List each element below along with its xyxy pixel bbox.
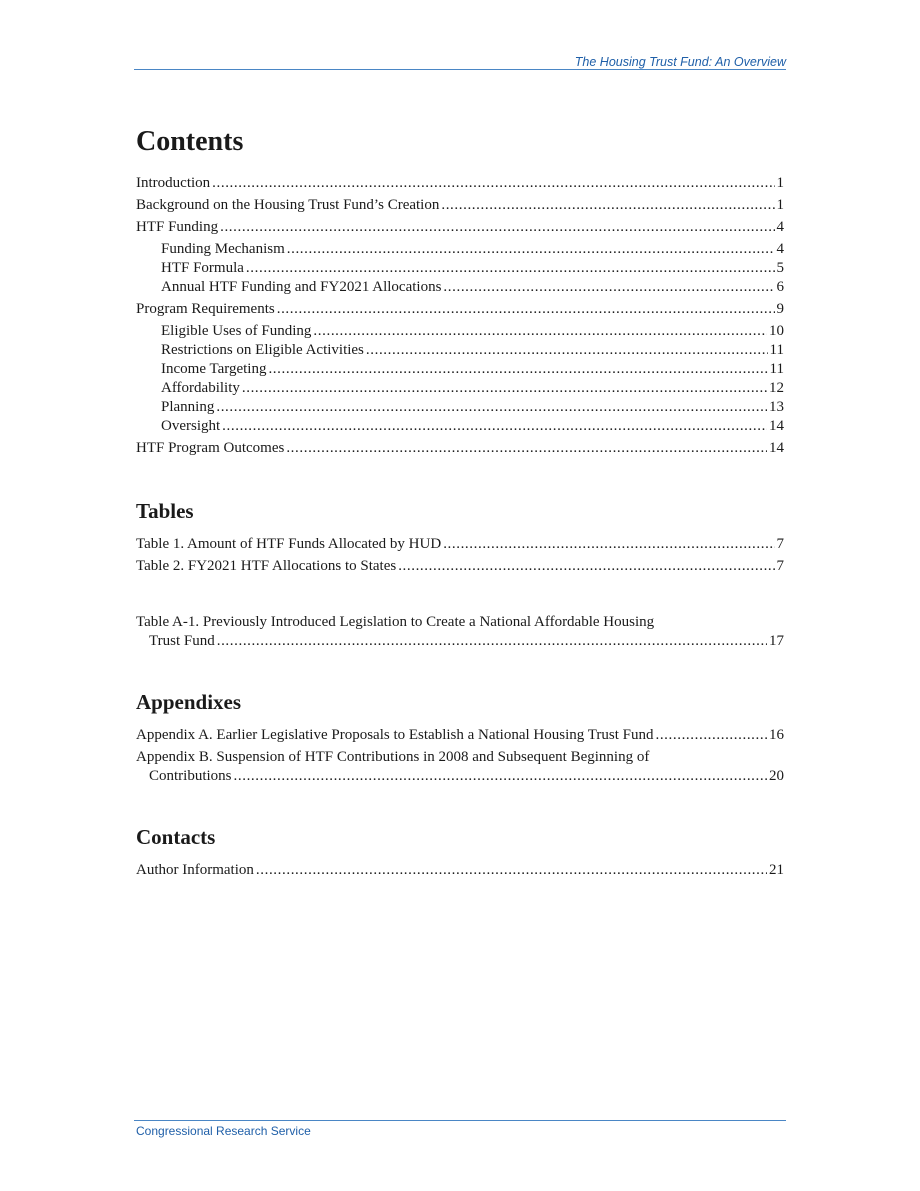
toc-entry-page: 6: [776, 279, 784, 295]
toc-entry-page: 13: [769, 399, 784, 415]
toc-entry-page: 7: [776, 536, 784, 552]
toc-entry-introduction[interactable]: [136, 174, 784, 193]
toc-entry-page: 11: [769, 342, 784, 358]
toc-entry-page: 4: [776, 241, 784, 257]
toc-entry-label: Planning: [161, 399, 215, 415]
toc-entry-label: Eligible Uses of Funding: [161, 323, 312, 339]
toc-entry-author-information[interactable]: [136, 861, 784, 880]
dot-leader: [366, 341, 768, 360]
toc-entry-page: 10: [769, 323, 784, 339]
toc-entry-label: Program Requirements: [136, 301, 275, 317]
dot-leader: [655, 726, 767, 745]
toc-entry-page: 16: [769, 727, 784, 743]
toc-entry-label: Appendix A. Earlier Legislative Proposals to Establish a National Housing Trust Fund: [136, 727, 654, 743]
dot-leader: [268, 360, 767, 379]
toc-entry-page: 20: [769, 768, 784, 784]
toc-entry-background[interactable]: [136, 196, 784, 215]
dot-leader: [217, 632, 767, 651]
dot-leader: [443, 535, 774, 554]
toc-entry-label: Introduction: [136, 175, 211, 191]
appendixes-heading: Appendixes: [136, 690, 242, 714]
toc-entry-restrictions[interactable]: [136, 341, 784, 360]
toc-entry-oversight[interactable]: [136, 417, 784, 436]
toc-entry-label: Funding Mechanism: [161, 241, 285, 257]
dot-leader: [313, 322, 767, 341]
toc-entry-page: 9: [776, 301, 784, 317]
appendixes-list: [136, 726, 784, 786]
contacts-list: [136, 861, 784, 880]
footer-divider: [134, 1120, 786, 1121]
toc-entry-page: 1: [776, 197, 784, 213]
toc-entry-planning[interactable]: [136, 398, 784, 417]
dot-leader: [398, 557, 774, 576]
toc-entry-table-2[interactable]: [136, 557, 784, 576]
dot-leader: [242, 379, 767, 398]
toc-entry-label: Table 1. Amount of HTF Funds Allocated by HUD: [136, 536, 442, 552]
toc-entry-program-requirements[interactable]: [136, 300, 784, 319]
contents-list: [136, 174, 784, 458]
toc-entry-label: Background on the Housing Trust Fund’s Creation: [136, 197, 440, 213]
dot-leader: [222, 417, 767, 436]
tables-heading: Tables: [136, 499, 194, 523]
dot-leader: [246, 259, 775, 278]
contacts-heading: Contacts: [136, 825, 216, 849]
toc-entry-page: 11: [769, 361, 784, 377]
footer-publisher: Congressional Research Service: [136, 1124, 311, 1138]
dot-leader: [212, 174, 774, 193]
toc-entry-label: Restrictions on Eligible Activities: [161, 342, 364, 358]
toc-entry-page: 5: [776, 260, 784, 276]
toc-entry-label-line-2: Contributions: [149, 768, 232, 784]
toc-entry-label-line-1: Appendix B. Suspension of HTF Contributions in 2008 and Subsequent Beginning of: [136, 749, 650, 765]
dot-leader: [220, 218, 774, 237]
toc-entry-page: 14: [769, 440, 784, 456]
dot-leader: [443, 278, 774, 297]
toc-entry-page: 4: [776, 219, 784, 235]
dot-leader: [441, 196, 774, 215]
toc-entry-label: Table 2. FY2021 HTF Allocations to States: [136, 558, 397, 574]
toc-entry-htf-funding[interactable]: [136, 218, 784, 237]
toc-entry-label: Author Information: [136, 862, 254, 878]
toc-entry-funding-mechanism[interactable]: [136, 240, 784, 259]
dot-leader: [287, 240, 775, 259]
toc-entry-label-line-2: Trust Fund: [149, 633, 215, 649]
toc-entry-table-a1[interactable]: [136, 613, 784, 651]
document-running-title: The Housing Trust Fund: An Overview: [574, 55, 786, 69]
toc-entry-label: Affordability: [161, 380, 240, 396]
toc-entry-page: 7: [776, 558, 784, 574]
dot-leader: [256, 861, 767, 880]
toc-entry-program-outcomes[interactable]: [136, 439, 784, 458]
toc-entry-htf-formula[interactable]: [136, 259, 784, 278]
toc-entry-page: 12: [769, 380, 784, 396]
toc-entry-label-line-1: Table A-1. Previously Introduced Legislation to Create a National Affordable Housing: [136, 614, 655, 630]
dot-leader: [216, 398, 767, 417]
dot-leader: [277, 300, 775, 319]
toc-entry-label: Income Targeting: [161, 361, 267, 377]
contents-heading: Contents: [136, 126, 244, 157]
dot-leader: [234, 767, 767, 786]
toc-entry-appendix-a[interactable]: [136, 726, 784, 745]
toc-entry-eligible-uses[interactable]: [136, 322, 784, 341]
toc-entry-page: 14: [769, 418, 784, 434]
toc-entry-page: 1: [776, 175, 784, 191]
dot-leader: [286, 439, 767, 458]
toc-entry-income-targeting[interactable]: [136, 360, 784, 379]
toc-entry-label: Oversight: [161, 418, 221, 434]
toc-entry-label: HTF Funding: [136, 219, 219, 235]
toc-entry-affordability[interactable]: [136, 379, 784, 398]
toc-entry-appendix-b[interactable]: [136, 748, 784, 786]
toc-entry-label: Annual HTF Funding and FY2021 Allocations: [161, 279, 442, 295]
toc-entry-table-1[interactable]: [136, 535, 784, 554]
header-divider: [134, 69, 786, 70]
toc-entry-label: HTF Formula: [161, 260, 244, 276]
tables-list: [136, 535, 784, 576]
toc-entry-annual-funding[interactable]: [136, 278, 784, 297]
toc-entry-page: 21: [769, 862, 784, 878]
toc-entry-page: 17: [769, 633, 784, 649]
toc-entry-label: HTF Program Outcomes: [136, 440, 285, 456]
